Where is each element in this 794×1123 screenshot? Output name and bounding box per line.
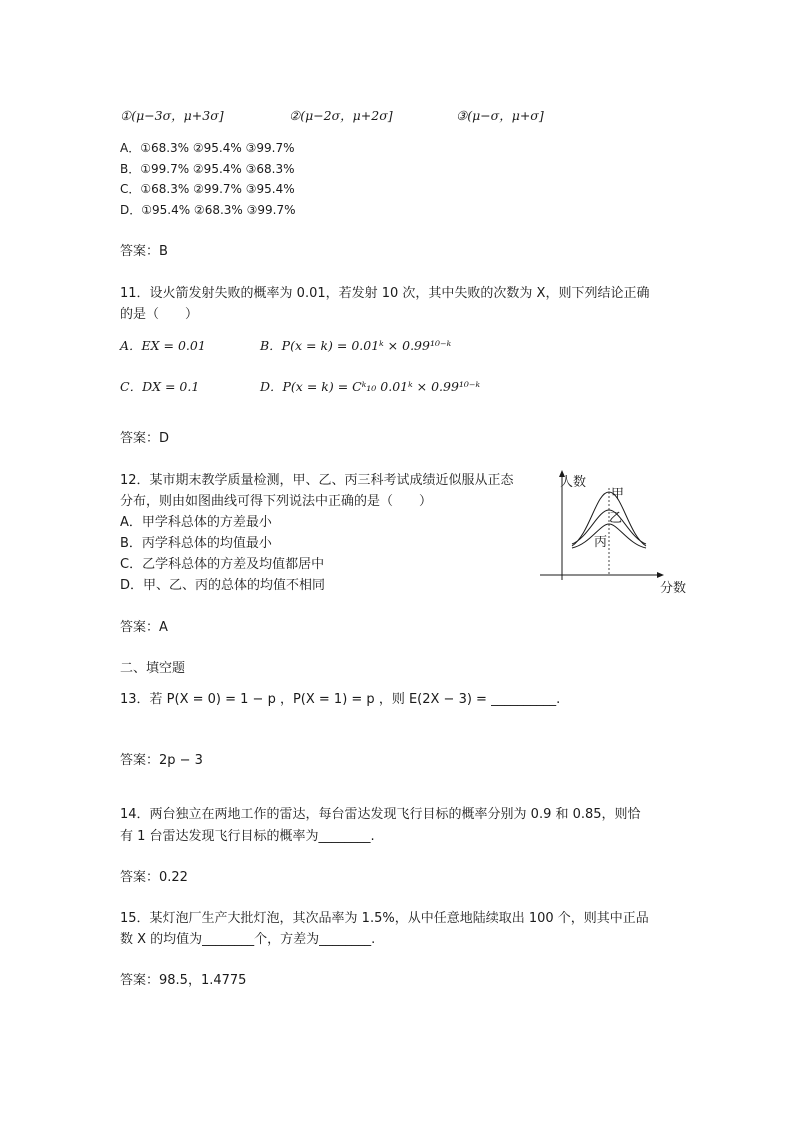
interval-3: ③(μ−σ，μ+σ] <box>456 108 544 123</box>
q11-option-b: B．P(x = k) = 0.01ᵏ × 0.99¹⁰⁻ᵏ <box>260 338 452 353</box>
q12-option-a: A．甲学科总体的方差最小 <box>120 515 272 530</box>
q10-option-d: D．①95.4% ②68.3% ③99.7% <box>120 203 296 217</box>
q11-option-d: D．P(x = k) = Cᵏ₁₀ 0.01ᵏ × 0.99¹⁰⁻ᵏ <box>260 379 481 394</box>
q10-option-a: A．①68.3% ②95.4% ③99.7% <box>120 141 295 155</box>
q12-option-b: B．丙学科总体的均值最小 <box>120 536 272 551</box>
interval-1: ①(μ−3σ，μ+3σ] <box>120 108 224 123</box>
q11-option-a: A．EX = 0.01 <box>120 338 206 353</box>
curve-yi-label: 乙 <box>609 511 623 526</box>
q10-answer: 答案：B <box>120 244 168 259</box>
q11-stem-line1: 11．设火箭发射失败的概率为 0.01，若发射 10 次，其中失败的次数为 X，则下列结论正确 <box>120 286 650 301</box>
x-axis-arrow <box>657 572 664 578</box>
q14-stem-line2: 有 1 台雷达发现飞行目标的概率为________. <box>120 829 375 844</box>
q12-option-d: D．甲、乙、丙的总体的均值不相同 <box>120 578 326 593</box>
q13-answer: 答案：2p − 3 <box>120 753 203 768</box>
curve-bing-label: 丙 <box>594 535 608 550</box>
q15-stem-line2: 数 X 的均值为________个，方差为________. <box>120 932 376 947</box>
q12-stem-line2: 分布，则由如图曲线可得下列说法中正确的是（ ） <box>120 494 433 509</box>
q14-stem-line1: 14．两台独立在两地工作的雷达，每台雷达发现飞行目标的概率分别为 0.9 和 0.85，则恰 <box>120 807 641 822</box>
q11-answer: 答案：D <box>120 431 170 446</box>
curve-jia-label: 甲 <box>611 487 625 502</box>
y-axis-label: 人数 <box>560 475 587 490</box>
section-heading-fill-in: 二、填空题 <box>120 661 186 676</box>
q11-option-c: C．DX = 0.1 <box>120 379 200 394</box>
q12-answer: 答案：A <box>120 620 168 635</box>
interval-2: ②(μ−2σ，μ+2σ] <box>289 108 393 123</box>
q11-stem-line2: 的是（ ） <box>120 307 199 322</box>
q15-answer: 答案：98.5，1.4775 <box>120 973 247 988</box>
q14-answer: 答案：0.22 <box>120 870 188 885</box>
q12-option-c: C．乙学科总体的方差及均值都居中 <box>120 557 325 572</box>
q10-option-b: B．①99.7% ②95.4% ③68.3% <box>120 162 295 176</box>
q13-stem: 13．若 P(X = 0) = 1 − p ，P(X = 1) = p ，则 E(2X − 3) = __________. <box>120 692 561 707</box>
normal-curves-figure <box>538 468 698 598</box>
x-axis-label: 分数 <box>660 581 687 596</box>
q15-stem-line1: 15．某灯泡厂生产大批灯泡，其次品率为 1.5%，从中任意地陆续取出 100 个，则其中正品 <box>120 911 649 926</box>
q12-stem-line1: 12．某市期末教学质量检测，甲、乙、丙三科考试成绩近似服从正态 <box>120 473 514 488</box>
q10-option-c: C．①68.3% ②99.7% ③95.4% <box>120 182 295 196</box>
